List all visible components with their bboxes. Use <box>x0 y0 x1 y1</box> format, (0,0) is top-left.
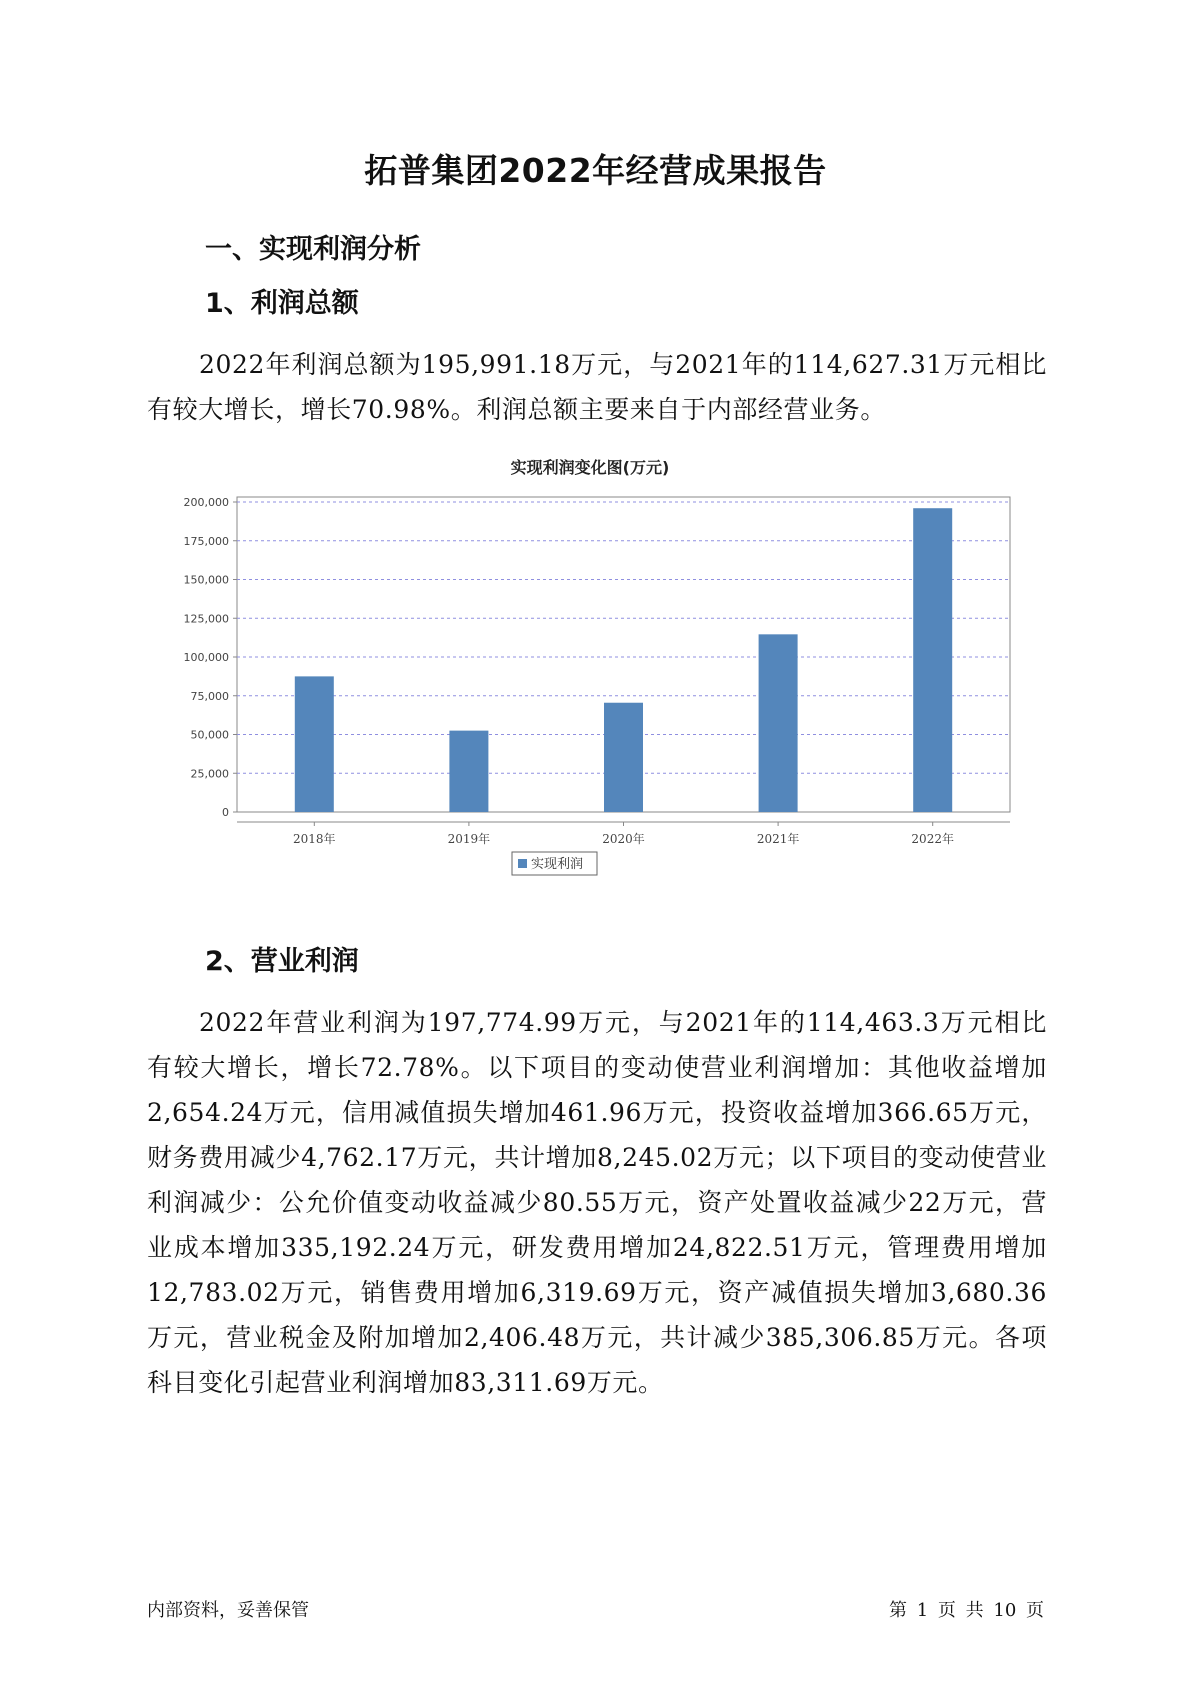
bar <box>449 731 488 812</box>
y-tick-label: 200,000 <box>183 496 229 509</box>
report-title: 拓普集团2022年经营成果报告 <box>364 151 827 190</box>
y-tick-label: 75,000 <box>190 689 229 703</box>
chart-title: 实现利润变化图(万元) <box>510 458 670 477</box>
y-tick-label: 100,000 <box>183 651 229 664</box>
x-tick-label: 2022年 <box>911 832 954 846</box>
profit-bar-chart <box>150 455 1030 910</box>
operating-profit-paragraph: 2022年营业利润为197,774.99万元，与2021年的114,463.3万元相比有较大增长，增长72.78%。以下项目的变动使营业利润增加：其他收益增加2,654.24万元，信用减值损失增加461.96万元，投资收益增加366.65万元，财务费用减少4,762.17万元，共计增加8,245.02万元；以下项目的变动使营业利润减少：公允价值变动收益减少80.55万元，资产处置收益减少22万元，营业成本增加335,192.24万元，研发费用增加24,822.51万元，管理费用增加12,783.02万元，销售费用增加6,319.69万元，资产减值损失增加3,680.36万元，营业税金及附加增加2,406.48万元，共计减少385,306.85万元。各项科目变化引起营业利润增加83,311.69万元。 <box>147 1008 1047 1397</box>
footer-confidential-note: 内部资料，妥善保管 <box>147 1600 309 1621</box>
x-tick-label: 2018年 <box>293 832 336 846</box>
footer-page-number: 第 1 页 共 10 页 <box>889 1600 1044 1621</box>
bar <box>759 634 798 812</box>
x-tick-label: 2021年 <box>756 832 800 846</box>
subsection-heading-profit-total: 1、利润总额 <box>205 288 359 319</box>
profit-chart <box>150 455 1030 910</box>
x-tick-label: 2019年 <box>447 832 491 846</box>
y-tick-label: 150,000 <box>183 573 229 587</box>
y-tick-label: 0 <box>222 806 229 819</box>
legend-label: 实现利润 <box>531 857 584 872</box>
legend-swatch <box>518 859 527 868</box>
y-tick-label: 25,000 <box>190 767 229 781</box>
bar <box>295 676 334 812</box>
subsection-heading-operating-profit: 2、营业利润 <box>205 946 359 977</box>
profit-total-paragraph: 2022年利润总额为195,991.18万元，与2021年的114,627.31万元相比有较大增长，增长70.98%。利润总额主要来自于内部经营业务。 <box>147 350 1047 424</box>
bar <box>913 508 952 812</box>
y-tick-label: 175,000 <box>183 534 229 548</box>
section-heading: 一、实现利润分析 <box>205 234 421 265</box>
x-tick-label: 2020年 <box>602 832 645 846</box>
y-tick-label: 50,000 <box>190 728 229 742</box>
y-tick-label: 125,000 <box>183 612 229 626</box>
bar <box>604 703 643 812</box>
